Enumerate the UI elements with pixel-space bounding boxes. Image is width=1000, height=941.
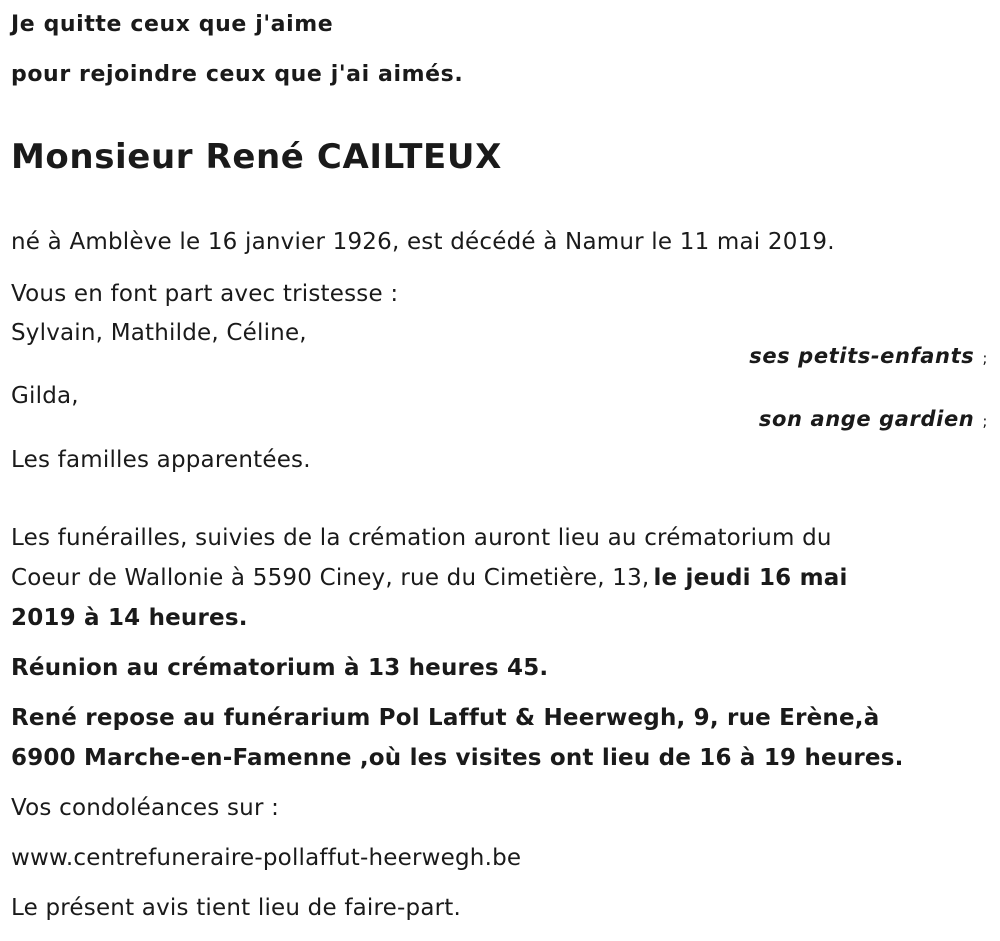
gathering-line: Réunion au crématorium à 13 heures 45. (11, 655, 549, 681)
deceased-name: Monsieur René CAILTEUX (11, 137, 502, 177)
rest-line-1: René repose au funérarium Pol Laffut & Heerwegh, 9, rue Erène,à (11, 705, 880, 731)
funeral-line-2 (11, 563, 848, 593)
family-role-label: ses petits-enfants (749, 344, 975, 368)
epigraph-line-1: Je quitte ceux que j'aime (11, 12, 334, 37)
family-role-guardian (759, 405, 988, 435)
family-role-separator: ; (982, 412, 988, 430)
condolences-label: Vos condoléances sur : (11, 795, 280, 821)
funeral-line-3: 2019 à 14 heures. (11, 605, 248, 631)
family-role-separator: ; (982, 349, 988, 367)
family-role-grandchildren (749, 342, 988, 372)
birth-death-details: né à Amblève le 16 janvier 1926, est décédé à Namur le 11 mai 2019. (11, 229, 835, 255)
family-role-label: son ange gardien (758, 407, 975, 431)
epigraph-line-2: pour rejoindre ceux que j'ai aimés. (11, 62, 464, 87)
website-link[interactable]: www.centrefuneraire-pollaffut-heerwegh.be (11, 845, 522, 871)
family-names-grandchildren: Sylvain, Mathilde, Céline, (11, 320, 307, 346)
funeral-date: le jeudi 16 mai (653, 565, 848, 591)
funeral-line-1: Les funérailles, suivies de la crémation auront lieu au crématorium du (11, 525, 832, 551)
rest-line-2: 6900 Marche-en-Famenne ,où les visites ont lieu de 16 à 19 heures. (11, 745, 904, 771)
relatives-line: Les familles apparentées. (11, 447, 311, 473)
funeral-location: Coeur de Wallonie à 5590 Ciney, rue du Cimetière, 13, (11, 565, 650, 591)
closing-note: Le présent avis tient lieu de faire-part. (11, 895, 462, 921)
family-names-guardian: Gilda, (11, 383, 79, 409)
announcement-intro: Vous en font part avec tristesse : (11, 281, 399, 307)
